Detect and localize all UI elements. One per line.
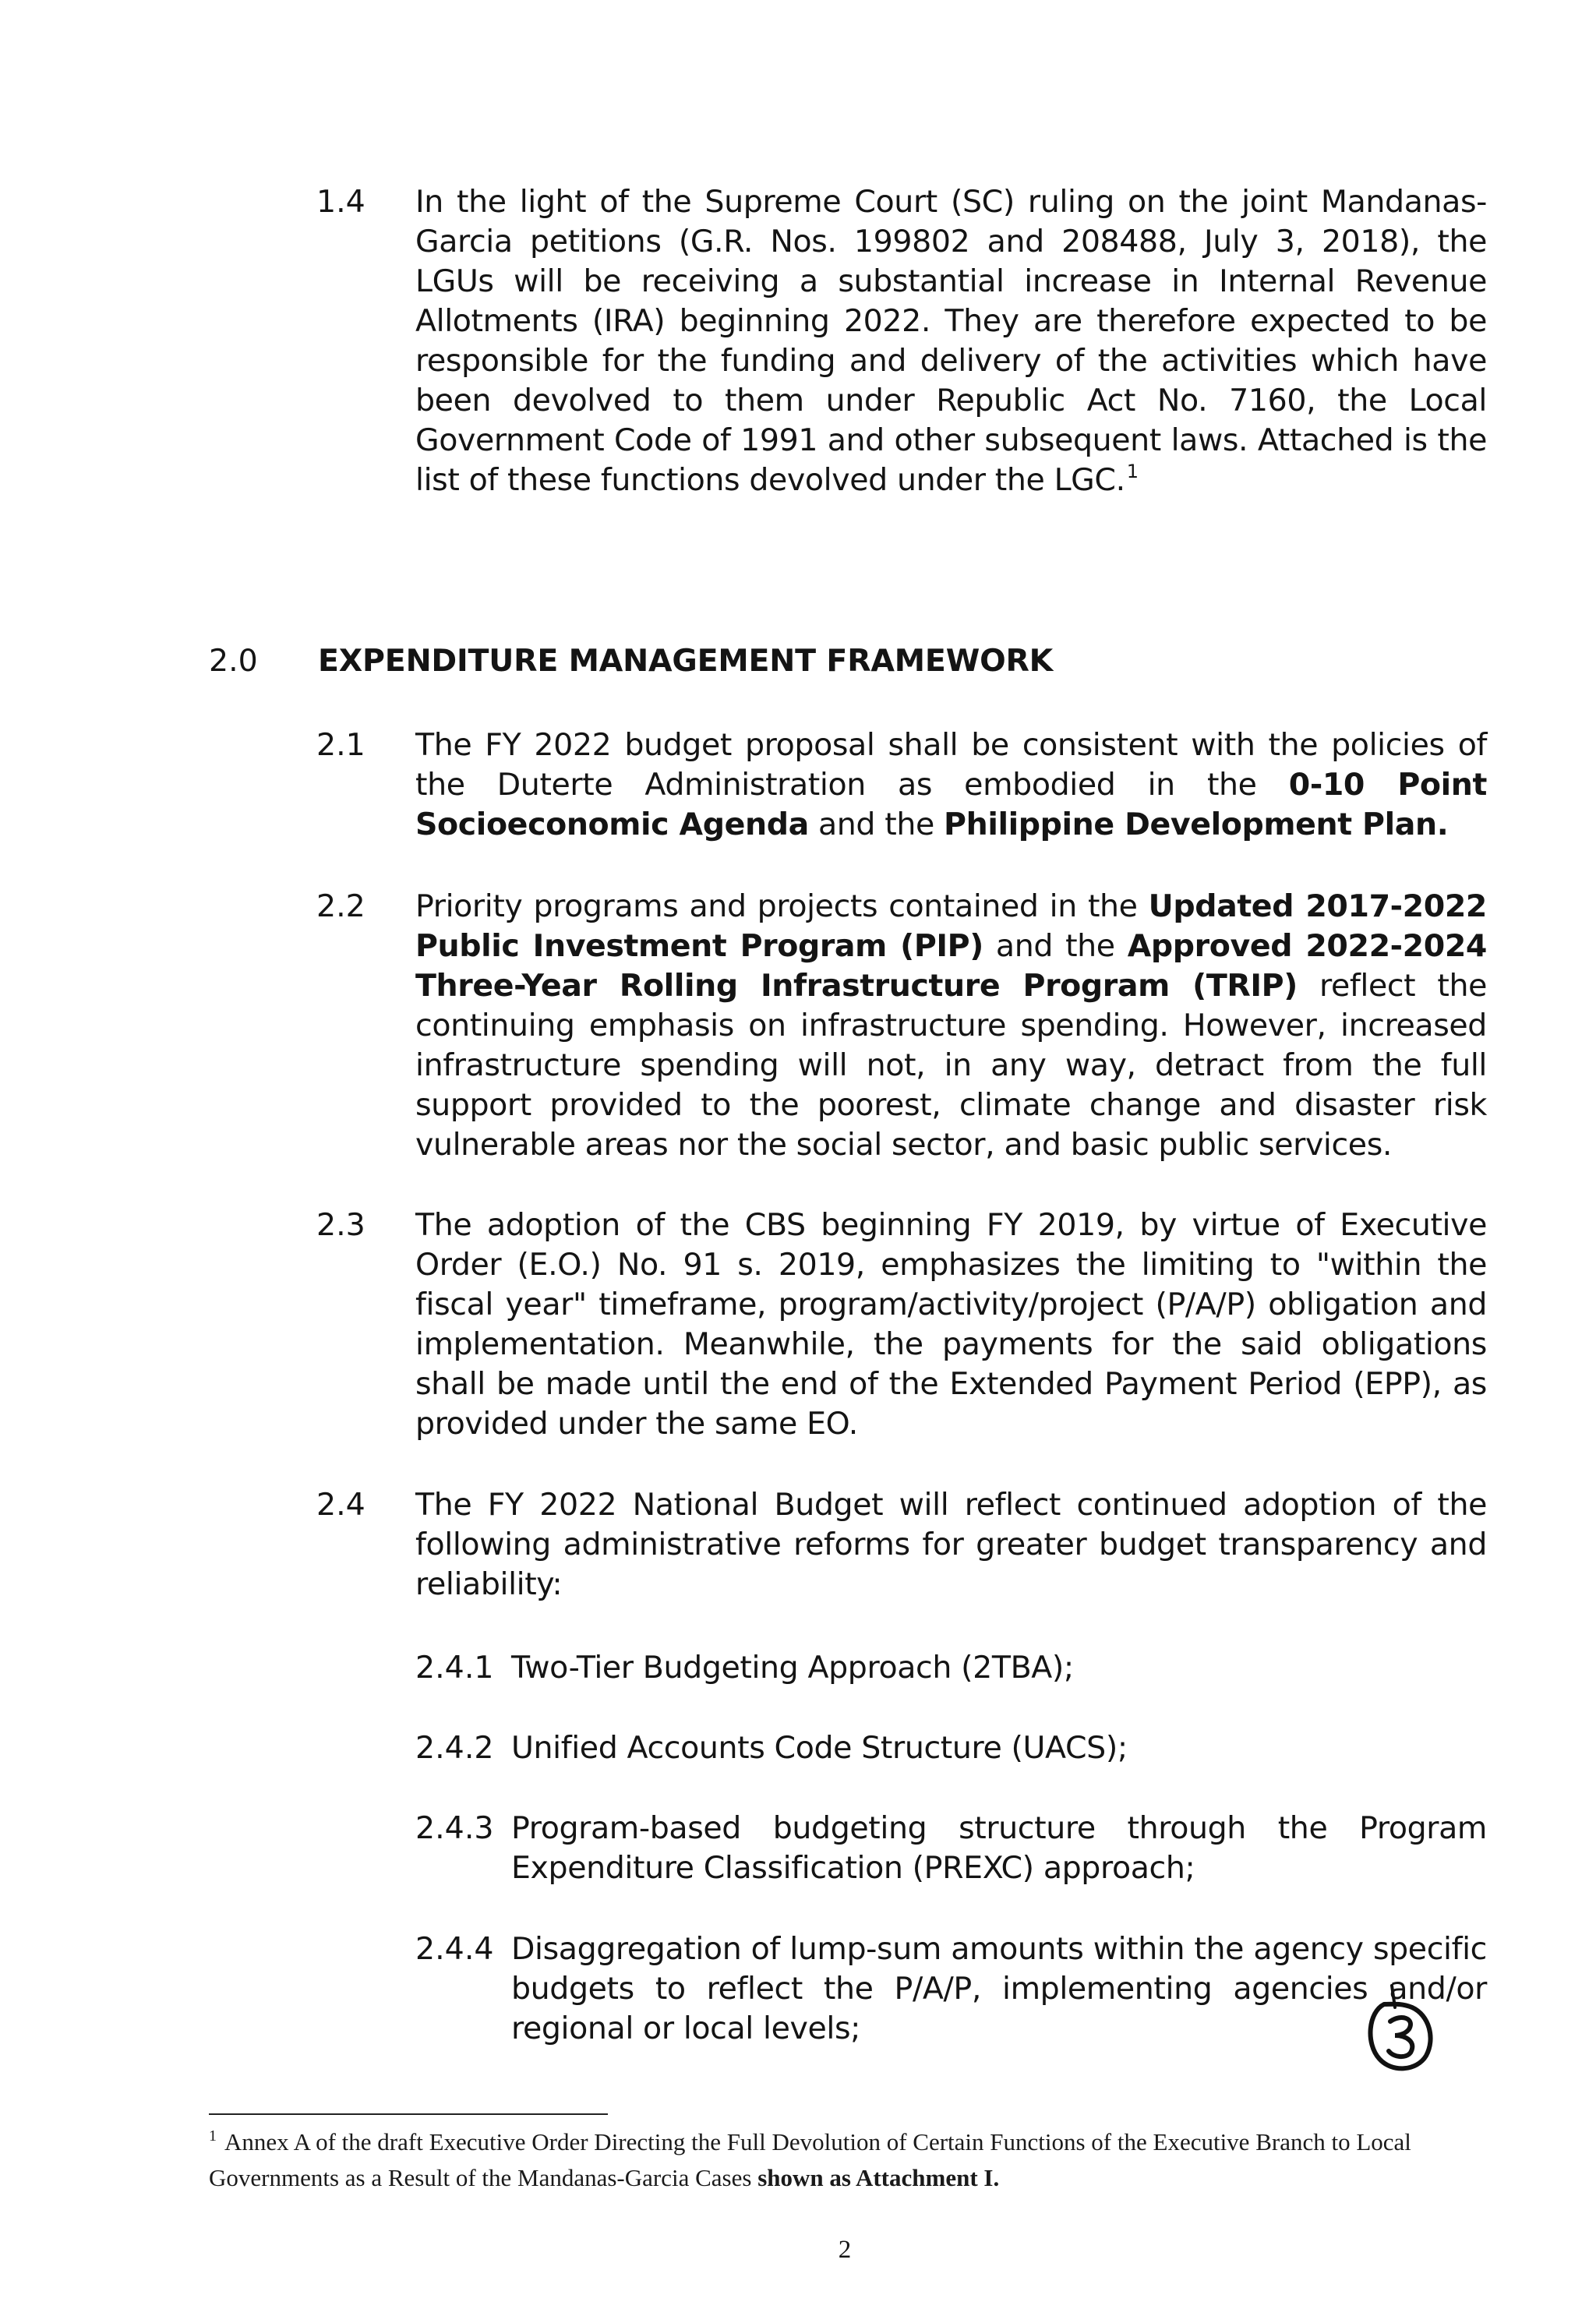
section-number-2-1: 2.1 — [316, 727, 365, 763]
footnote-divider — [209, 2113, 608, 2115]
footnote-bold-text: shown as Attachment I. — [757, 2164, 1000, 2191]
list-item-2-4-4: Disaggregation of lump-sum amounts within the agency specific budgets to reflect the P/A/P, implementing agencies and/or regional or local levels; — [511, 1931, 1487, 2046]
paragraph-2-1 — [415, 726, 1487, 845]
list-number-2-4-2: 2.4.2 — [415, 1730, 494, 1766]
paragraph-2-4: The FY 2022 National Budget will reflect continued adoption of the following administrative reforms for greater budget transparency and reliability: — [415, 1487, 1487, 1602]
paragraph-2-2-bold-pip: Updated 2017-2022 Public Investment Program (PIP) — [415, 888, 1487, 964]
handwritten-initials-icon — [1361, 1981, 1439, 2074]
paragraph-2-1-bold-pdp: Philippine Development Plan. — [944, 807, 1449, 842]
paragraph-2-1-text-b: and the — [808, 807, 945, 842]
list-item-2-4-1: Two-Tier Budgeting Approach (2TBA); — [511, 1650, 1074, 1686]
footnote-marker: 1 — [209, 2127, 217, 2145]
paragraph-2-2 — [415, 887, 1487, 1165]
footnote — [209, 2126, 1487, 2194]
section-number-2-3: 2.3 — [316, 1207, 365, 1243]
section-number-2-0: 2.0 — [209, 643, 258, 679]
footnote-reference: 1 — [1126, 461, 1139, 482]
paragraph-2-2-text-a: Priority programs and projects contained in the — [415, 888, 1149, 924]
list-number-2-4-3: 2.4.3 — [415, 1810, 494, 1846]
paragraph-2-2-text-b: and the — [983, 928, 1128, 964]
page-number: 2 — [838, 2236, 852, 2264]
section-number-2-2: 2.2 — [316, 888, 365, 924]
list-number-2-4-4: 2.4.4 — [415, 1931, 494, 1967]
paragraph-2-1-bold-agenda: 0-10 Point Socioeconomic Agenda — [415, 767, 1487, 842]
paragraph-2-1-text-a: The FY 2022 budget proposal shall be consistent with the policies of the Duterte Administration as embodied in the — [415, 727, 1487, 803]
section-number-1-4: 1.4 — [316, 184, 365, 220]
list-item-2-4-2: Unified Accounts Code Structure (UACS); — [511, 1730, 1128, 1766]
paragraph-1-4 — [415, 182, 1487, 504]
list-item-2-4-3: Program-based budgeting structure through the Program Expenditure Classification (PREXC) approach; — [511, 1810, 1487, 1886]
section-number-2-4: 2.4 — [316, 1487, 365, 1523]
paragraph-2-2-text-c: reflect the continuing emphasis on infrastructure spending. However, increased infrastructure spending will not, in any way, detract from the full support provided to the poorest, climate change and disaster risk vulnerable areas nor the social sector, and basic public services. — [415, 968, 1487, 1163]
footnote-text: Annex A of the draft Executive Order Directing the Full Devolution of Certain Functions of the Executive Branch to Local Governments as a Result of the Mandanas-Garcia Cases — [209, 2128, 1411, 2191]
section-heading-expenditure-management: EXPENDITURE MANAGEMENT FRAMEWORK — [318, 643, 1054, 679]
list-number-2-4-1: 2.4.1 — [415, 1650, 494, 1686]
paragraph-1-4-text: In the light of the Supreme Court (SC) ruling on the joint Mandanas-Garcia petitions (G.R. Nos. 199802 and 208488, July 3, 2018), the LGUs will be receiving a substantial increase in Internal Revenue Allotments (IRA) beginning 2022. They are therefore expected to be responsible for the funding and delivery of the activities which have been devolved to them under Republic Act No. 7160, the Local Government Code of 1991 and other subsequent laws. Attached is the list of these functions devolved under the LGC. — [415, 184, 1487, 498]
paragraph-2-2-bold-trip: Approved 2022-2024 Three-Year Rolling Infrastructure Program (TRIP) — [415, 928, 1488, 1004]
paragraph-2-3: The adoption of the CBS beginning FY 2019, by virtue of Executive Order (E.O.) No. 91 s. 2019, emphasizes the limiting to "within the fiscal year" timeframe, program/activity/project (P/A/P) obligation and implementation. Meanwhile, the payments for the said obligations shall be made until the end of the Extended Payment Period (EPP), as provided under the same EO. — [415, 1207, 1487, 1442]
